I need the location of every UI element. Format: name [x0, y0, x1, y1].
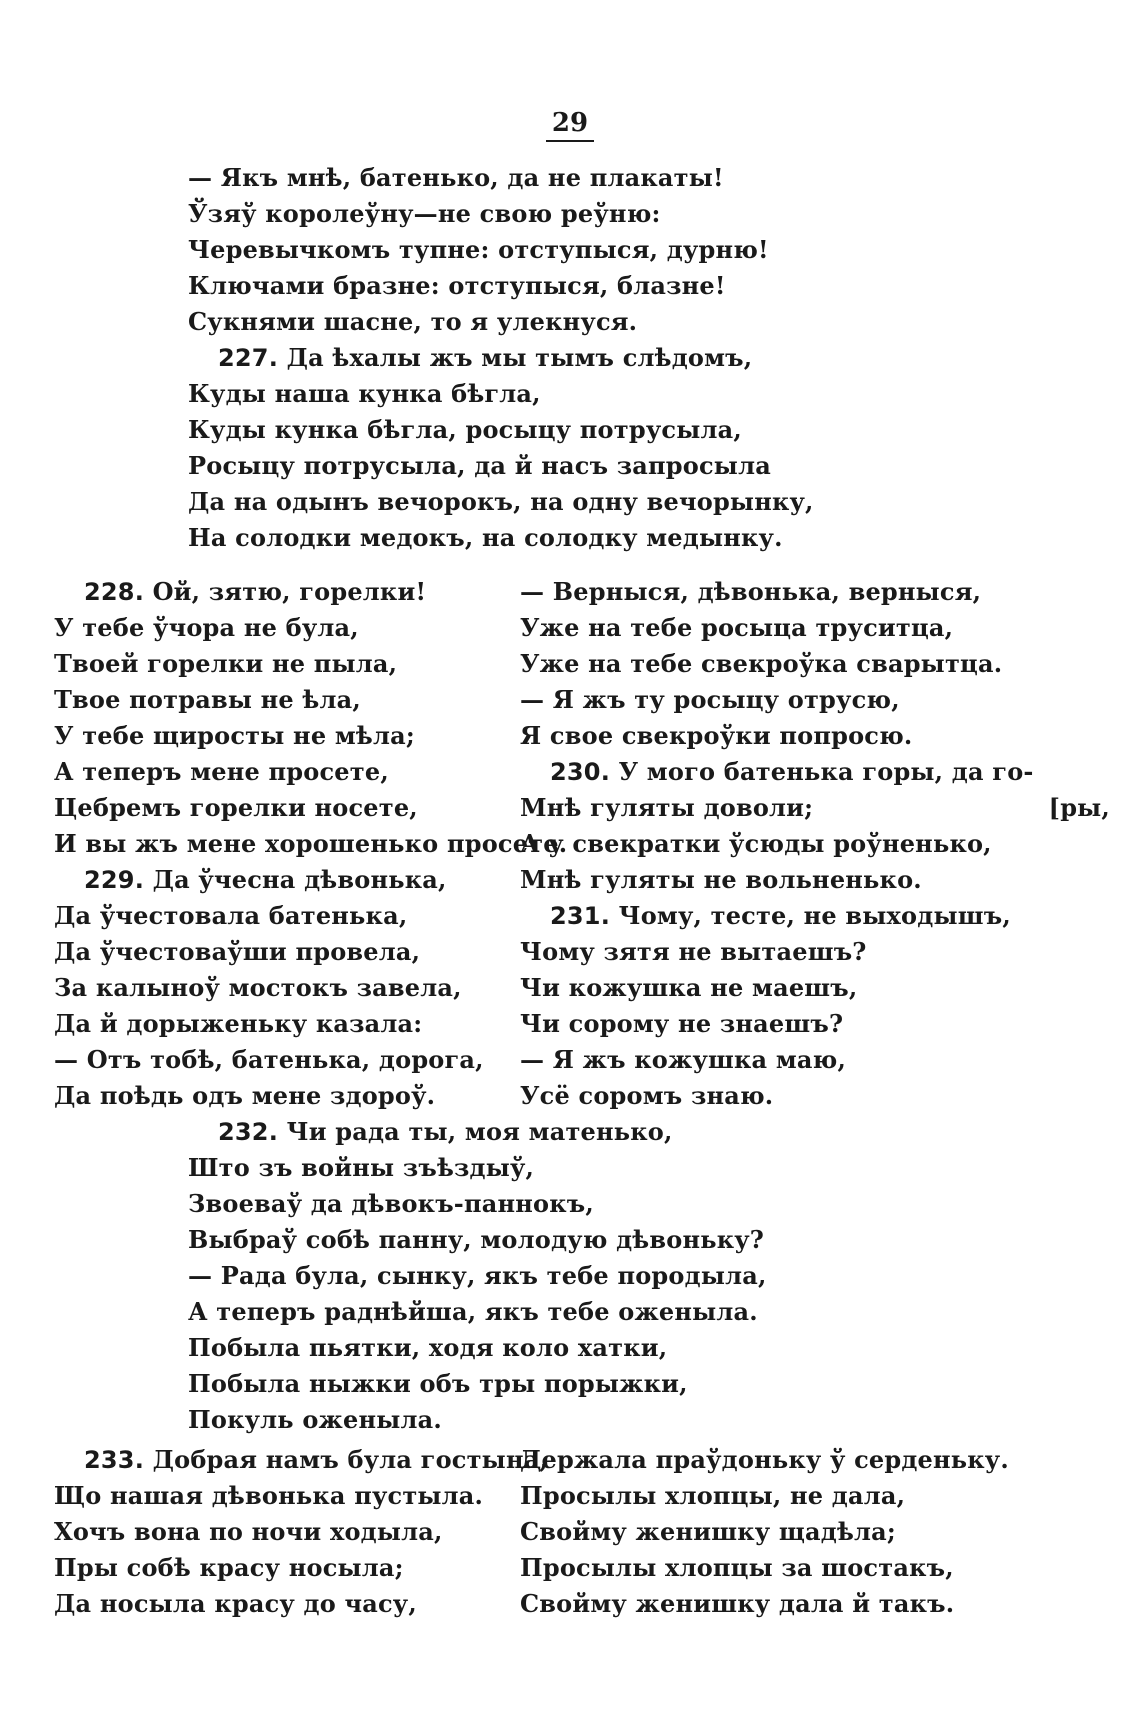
verse-number: 229. [84, 866, 145, 894]
verse-line: За калыноў мостокъ завела, [54, 973, 462, 1002]
verse-231-first [520, 898, 1110, 934]
verse-232-block [188, 1114, 988, 1438]
verse-228-first [54, 574, 494, 610]
verse-line: Ой, зятю, горелки! [152, 577, 427, 606]
verse-230-first [520, 754, 1110, 790]
verse-line: Твое потравы не ѣла, [54, 685, 361, 714]
verse-line: Чи сорому не знаешъ? [520, 1009, 844, 1038]
verse-line: А у свекратки ўсюды роўненько, [520, 829, 992, 858]
verse-229-first [54, 862, 494, 898]
verse-line: Що нашая дѣвонька пустыла. [54, 1481, 484, 1510]
verse-line: Да поѣдь одъ мене здороў. [54, 1081, 436, 1110]
verse-line: — Рада була, сынку, якъ тебе породыла, [188, 1261, 767, 1290]
verse-line: Побыла ныжки объ тры порыжки, [188, 1369, 688, 1398]
verse-line: Пры собѣ красу носыла; [54, 1553, 404, 1582]
verse-line: Свойму женишку щадѣла; [520, 1517, 896, 1546]
verse-line: И вы жъ мене хорошенько просете. [54, 829, 568, 858]
right-column [520, 574, 1110, 1114]
verse-number: 230. [550, 758, 611, 786]
verse-line: На солодки медокъ, на солодку медынку. [188, 523, 783, 552]
verse-line: А теперъ мене просете, [54, 757, 389, 786]
verse-line: Твоей горелки не пыла, [54, 649, 398, 678]
verse-line: Я свое свекроўки попросю. [520, 721, 913, 750]
verse-line: Покуль оженыла. [188, 1405, 442, 1434]
verse-line: — Я жъ ту росыцу отрусю, [520, 685, 900, 714]
verse-line: У тебе ўчора не була, [54, 613, 359, 642]
verse-line: А теперъ раднѣйша, якъ тебе оженыла. [188, 1297, 758, 1326]
verse-line: Усё соромъ знаю. [520, 1081, 774, 1110]
verse-line: Чому, тесте, не выходышъ, [618, 901, 1011, 930]
verse-line: Куды наша кунка бѣгла, [188, 379, 541, 408]
verse-number: 232. [218, 1118, 279, 1146]
verse-line: Да ўчестовала батенька, [54, 901, 408, 930]
verse-number: 227. [218, 344, 279, 372]
verse-line: Просылы хлопцы за шостакъ, [520, 1553, 954, 1582]
verse-line: Да ѣхалы жъ мы тымъ слѣдомъ, [286, 343, 753, 372]
verse-line: Сукнями шасне, то я улекнуся. [188, 307, 638, 336]
verse-line: Ўзяў королеўну—не свою реўню: [188, 199, 661, 228]
verse-line: Просылы хлопцы, не дала, [520, 1481, 906, 1510]
verse-line: Да й дорыженьку казала: [54, 1009, 423, 1038]
verse-227-first [188, 340, 988, 376]
verse-line: Хочъ вона по ночи ходыла, [54, 1517, 443, 1546]
verse-line: У тебе щиросты не мѣла; [54, 721, 415, 750]
verse-line: Куды кунка бѣгла, росыцу потрусыла, [188, 415, 742, 444]
verse-line: У мого батенька горы, да го- [618, 757, 1034, 786]
verse-line: Да носыла красу до часу, [54, 1589, 417, 1618]
verse-line: Чи рада ты, моя матенько, [286, 1117, 673, 1146]
verse-line: Уже на тебе росыца труситца, [520, 613, 954, 642]
verse-line: Держала праўдоньку ў серденьку. [520, 1445, 1009, 1474]
verse-line: Чи кожушка не маешъ, [520, 973, 858, 1002]
verse-233-right [520, 1442, 1110, 1622]
verse-233-first [54, 1442, 549, 1478]
verse-line: Да на одынъ вечорокъ, на одну вечорынку, [188, 487, 814, 516]
verse-number: 233. [84, 1446, 145, 1474]
verse-line: — Отъ тобѣ, батенька, дорога, [54, 1045, 484, 1074]
verse-232-first [188, 1114, 988, 1150]
verse-line: Добрая намъ була гостына, [152, 1445, 549, 1474]
verse-number: 228. [84, 578, 145, 606]
verse-line: Уже на тебе свекроўка сварытца. [520, 649, 1003, 678]
verse-line: Мнѣ гуляты доволи; [520, 793, 814, 822]
left-column [54, 574, 568, 1114]
verse-line: Чому зятя не вытаешъ? [520, 937, 867, 966]
verse-line: Побыла пьятки, ходя коло хатки, [188, 1333, 668, 1362]
verse-line: Ключами бразне: отступыся, блазне! [188, 271, 726, 300]
verse-line: Свойму женишку дала й такъ. [520, 1589, 955, 1618]
page-number-text: 29 [546, 108, 594, 142]
verse-line: Што зъ войны зъѣздыў, [188, 1153, 535, 1182]
verse-number: 231. [550, 902, 611, 930]
hyphen-continuation: [ры, [1048, 793, 1110, 822]
verse-230-second [520, 790, 1110, 826]
verse-line: Цебремъ горелки носете, [54, 793, 418, 822]
verse-line: — Якъ мнѣ, батенько, да не плакаты! [188, 163, 724, 192]
verse-line: — Я жъ кожушка маю, [520, 1045, 847, 1074]
verse-line: Звоеваў да дѣвокъ-паннокъ, [188, 1189, 594, 1218]
verse-line: Да ўчестоваўши провела, [54, 937, 421, 966]
verse-line: Выбраў собѣ панну, молодую дѣвоньку? [188, 1225, 765, 1254]
verse-line: Росыцу потрусыла, да й насъ запросыла [188, 451, 771, 480]
verse-line: Черевычкомъ тупне: отступыся, дурню! [188, 235, 769, 264]
verse-line: — Верныся, дѣвонька, верныся, [520, 577, 982, 606]
top-verse-block [188, 160, 988, 556]
page-number [0, 108, 1140, 142]
verse-line: Мнѣ гуляты не вольненько. [520, 865, 922, 894]
verse-line: Да ўчесна дѣвонька, [152, 865, 447, 894]
verse-233-left [54, 1442, 549, 1622]
